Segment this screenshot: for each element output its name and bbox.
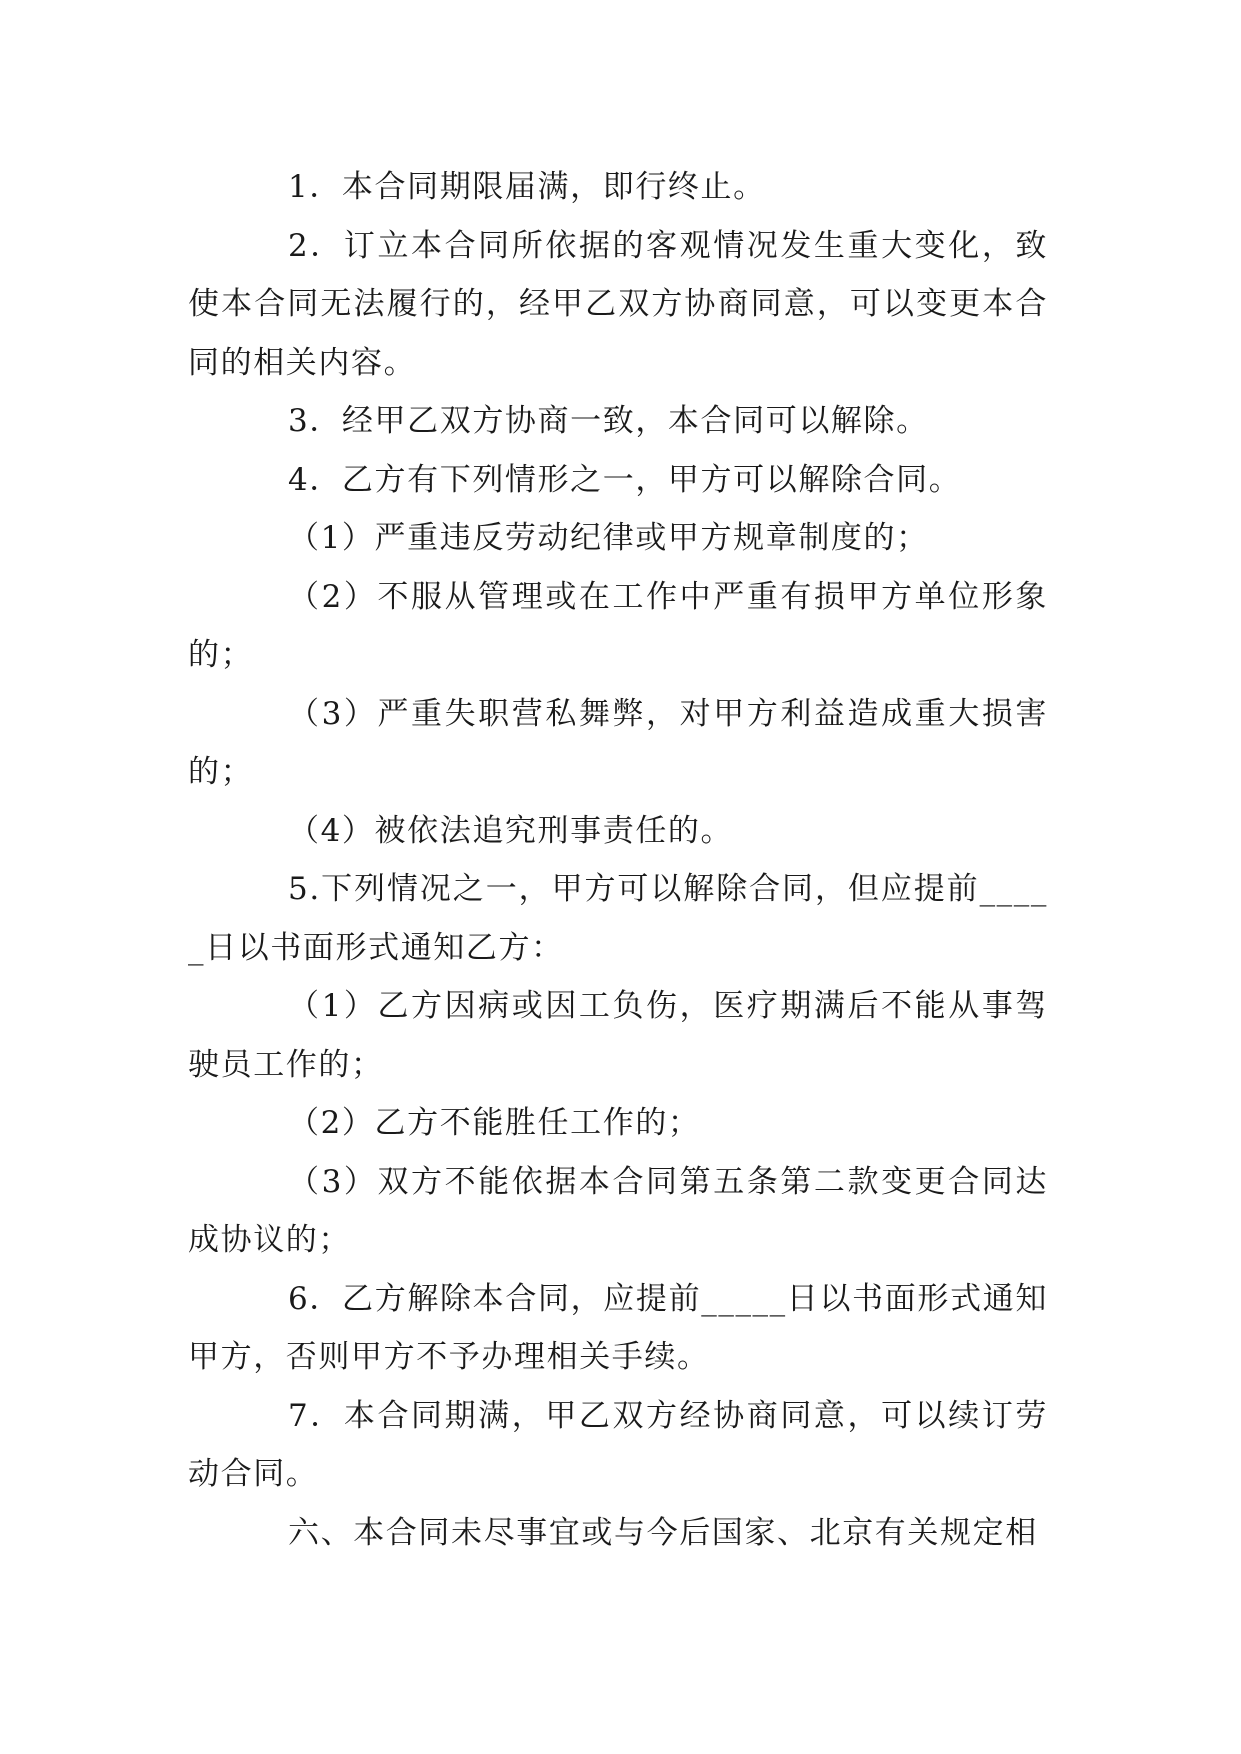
paragraph-4-item-3: （3）严重失职营私舞弊，对甲方利益造成重大损害的； [188,695,1048,790]
paragraph-4-item-2: （2）不服从管理或在工作中严重有损甲方单位形象的； [188,578,1048,673]
paragraph-4-item-1: （1）严重违反劳动纪律或甲方规章制度的； [288,520,929,556]
paragraph-4: 4．乙方有下列情形之一，甲方可以解除合同。 [288,461,962,498]
paragraph-4-item-4: （4）被依法追究刑事责任的。 [288,812,734,849]
document-body [188,158,1048,1562]
paragraph-5-item-2: （2）乙方不能胜任工作的； [288,1105,701,1141]
paragraph-5-item-3: （3）双方不能依据本合同第五条第二款变更合同达成协议的； [188,1163,1048,1258]
paragraph-5: 5.下列情况之一，甲方可以解除合同，但应提前_____日以书面形式通知乙方： [188,871,1048,966]
paragraph-3: 3．经甲乙双方协商一致，本合同可以解除。 [288,403,929,439]
paragraph-1: 1．本合同期限届满，即行终止。 [288,169,766,205]
paragraph-5-item-1: （1）乙方因病或因工负伤，医疗期满后不能从事驾驶员工作的； [188,988,1048,1083]
paragraph-6: 6．乙方解除本合同，应提前_____日以书面形式通知甲方，否则甲方不予办理相关手续。 [188,1280,1048,1375]
section-6-start: 六、本合同未尽事宜或与今后国家、北京有关规定相 [288,1514,1038,1551]
paragraph-7: 7．本合同期满，甲乙双方经协商同意，可以续订劳动合同。 [188,1397,1048,1492]
paragraph-2: 2．订立本合同所依据的客观情况发生重大变化，致使本合同无法履行的，经甲乙双方协商同意，可以变更本合同的相关内容。 [188,227,1048,381]
